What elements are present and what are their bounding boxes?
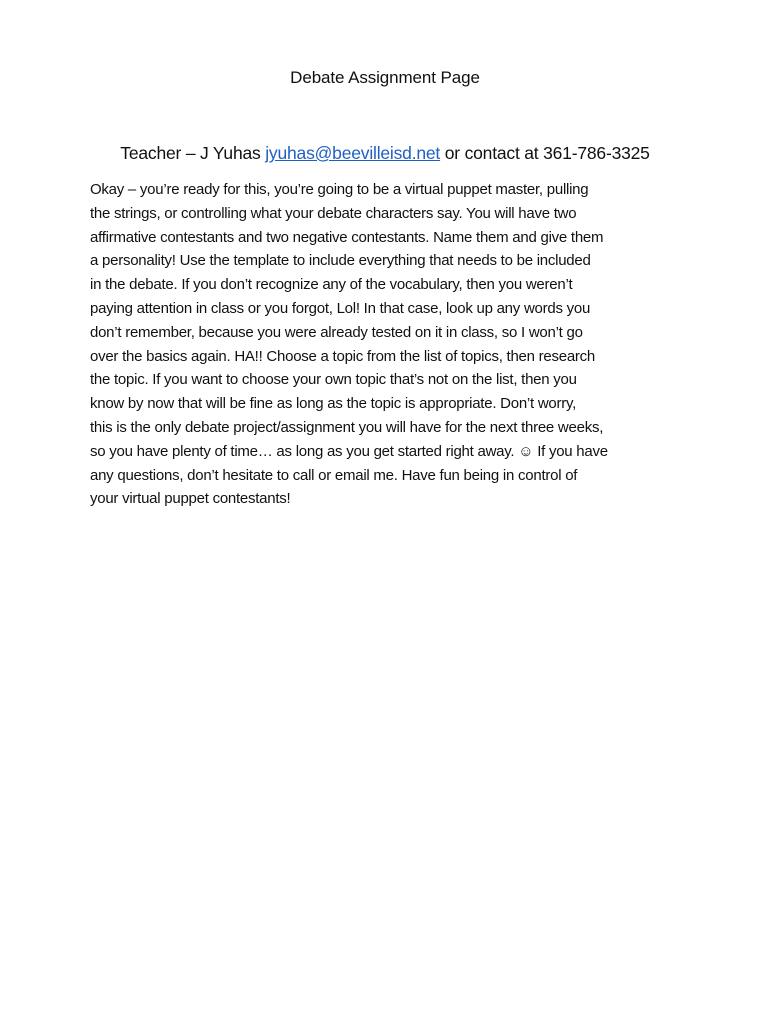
instruction-line: a personality! Use the template to include everything that needs to be included (90, 252, 591, 270)
instruction-line: know by now that will be fine as long as the topic is appropriate. Don’t worry, (90, 395, 577, 413)
teacher-phone: or contact at 361-786-3325 (440, 143, 650, 163)
page-title: Debate Assignment Page (290, 68, 480, 87)
assignment-instructions (90, 178, 690, 511)
instruction-line: Okay – you’re ready for this, you’re going to be a virtual puppet master, pulling (90, 181, 589, 198)
instruction-line: this is the only debate project/assignment you will have for the next three weeks, (90, 418, 604, 436)
instruction-line: affirmative contestants and two negative contestants. Name them and give them (90, 228, 604, 246)
instruction-line: the strings, or controlling what your debate characters say. You will have two (90, 204, 577, 222)
instruction-line: so you have plenty of time… as long as you get started right away. ☺ If you have (90, 442, 608, 460)
instruction-line: over the basics again. HA!! Choose a topic from the list of topics, then research (90, 347, 596, 365)
teacher-email-link[interactable]: jyuhas@beevilleisd.net (265, 143, 441, 163)
instruction-line: don’t remember, because you were already tested on it in class, so I won’t go (90, 323, 583, 341)
instruction-line: in the debate. If you don’t recognize any of the vocabulary, then you weren’t (90, 276, 573, 294)
instruction-line: the topic. If you want to choose your own topic that’s not on the list, then you (90, 371, 577, 389)
teacher-name: Teacher – J Yuhas (120, 143, 266, 163)
instruction-line: any questions, don’t hesitate to call or email me. Have fun being in control of (90, 466, 578, 484)
teacher-contact-line (0, 141, 770, 165)
instruction-line: paying attention in class or you forgot, Lol! In that case, look up any words you (90, 299, 591, 317)
instruction-line: your virtual puppet contestants! (90, 490, 291, 508)
